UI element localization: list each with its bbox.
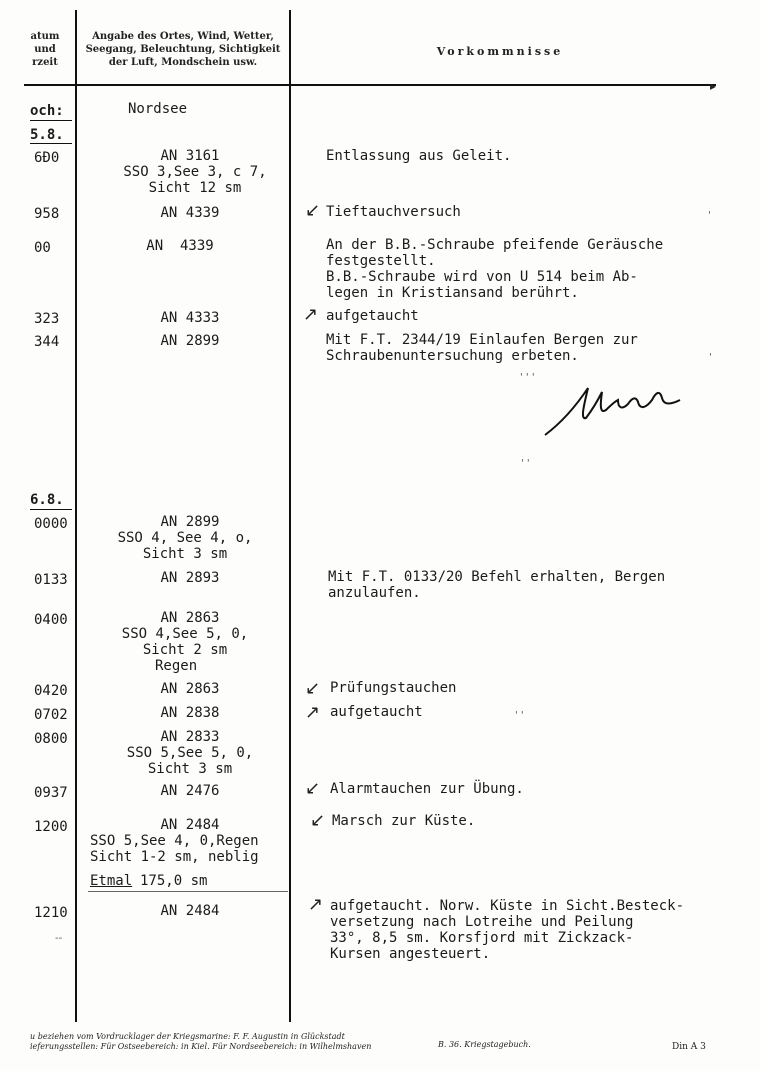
header-date-line-1: atum [30, 31, 60, 42]
header-date-column [24, 30, 66, 69]
position: AN 2899 [160, 333, 220, 349]
header-location-line-1: Angabe des Ortes, Wind, Wetter, [92, 31, 274, 42]
date-underline [30, 143, 72, 144]
entry-time: 1200 [34, 819, 68, 835]
footer-supplier [30, 1032, 371, 1052]
position: AN 4339 [160, 205, 220, 221]
entry-time: 958 [34, 206, 60, 222]
weather: SSO 5,See 4, 0,Regen [90, 833, 259, 849]
position: AN 4339 [146, 238, 214, 254]
header-date-line-3: rzeit [32, 57, 58, 68]
column-divider-2 [289, 10, 291, 1022]
event-text: Mit F.T. 2344/19 Einlaufen Bergen zur [326, 332, 638, 348]
event-text: legen in Kristiansand berührt. [326, 285, 579, 301]
position: AN 2833 [160, 729, 220, 745]
position: AN 2863 [160, 610, 220, 626]
position: AN 2476 [160, 783, 220, 799]
arrow-head-icon: ▸ [710, 79, 717, 93]
ink-speck: -- [55, 933, 63, 944]
surface-check-mark-icon: ↗ [305, 702, 321, 723]
date-label: och: [30, 103, 64, 119]
event-text: Marsch zur Küste. [332, 813, 476, 829]
header-location-line-2: Seegang, Beleuchtung, Sichtigkeit [85, 44, 281, 55]
position: AN 2893 [160, 570, 220, 586]
header-location-line-3: der Luft, Mondschein usw. [108, 57, 258, 68]
header-location-column [78, 30, 288, 69]
event-text: Tieftauchversuch [326, 204, 461, 220]
weather: SSO 4, See 4, o, [117, 530, 253, 546]
etmal-underline [88, 891, 288, 892]
ink-speck: ' [708, 210, 711, 221]
entry-time: 6Ð0 [34, 150, 60, 166]
column-divider-1 [75, 10, 77, 1022]
event-text: Prüfungstauchen [330, 680, 457, 696]
date-label: 5.8. [30, 127, 64, 143]
header-events-column: Vorkommnisse [436, 45, 564, 58]
event-text: Mit F.T. 0133/20 Befehl erhalten, Bergen [328, 569, 666, 585]
event-text: B.B.-Schraube wird von U 514 beim Ab- [326, 269, 638, 285]
signature-drawing [540, 380, 710, 440]
date-underline [30, 509, 72, 510]
ink-speck: ' ' [515, 710, 524, 721]
dive-check-mark-icon: ↙ [305, 200, 321, 221]
event-text: Entlassung aus Geleit. [326, 148, 512, 164]
weather: SSO 5,See 5, 0, [126, 745, 254, 761]
visibility: Sicht 2 sm [142, 642, 228, 658]
etmal-label: Etmal [90, 873, 133, 889]
visibility: Sicht 3 sm [147, 761, 233, 777]
event-text: anzulaufen. [328, 585, 421, 601]
entry-time: 323 [34, 311, 60, 327]
etmal-distance: 175,0 sm [140, 873, 208, 889]
position: AN 2863 [160, 681, 220, 697]
position: AN 2899 [160, 514, 220, 530]
visibility: Sicht 3 sm [142, 546, 228, 562]
position: AN 4333 [160, 310, 220, 326]
surface-check-mark-icon: ↗ [308, 894, 324, 915]
visibility: Sicht 12 sm [148, 180, 242, 196]
surface-check-mark-icon: ↗ [303, 304, 319, 325]
event-text: aufgetaucht. Norw. Küste in Sicht.Besteck- [330, 898, 685, 914]
event-text: aufgetaucht [326, 308, 419, 324]
dive-check-mark-icon: ↙ [305, 678, 321, 699]
entry-time: 00 [34, 240, 51, 256]
entry-time: 0702 [34, 707, 68, 723]
entry-time: 0400 [34, 612, 68, 628]
event-text: Kursen angesteuert. [330, 946, 491, 962]
sea-area: Nordsee [128, 101, 188, 117]
entry-time: 0800 [34, 731, 68, 747]
event-text: versetzung nach Lotreihe und Peilung [330, 914, 634, 930]
header-date-line-2: und [34, 44, 56, 55]
position: AN 3161 [160, 148, 220, 164]
ink-speck: ' ' [521, 458, 530, 469]
dive-check-mark-icon: ↙ [310, 810, 326, 831]
entry-time: 0133 [34, 572, 68, 588]
weather: SSO 3,See 3, c 7, [123, 164, 267, 180]
footer-supplier-line-2: ieferungsstellen: Für Ostseebereich: in Kiel. Für Nordseebereich: in Wilhelmshaven [30, 1042, 372, 1051]
event-text: 33°, 8,5 sm. Korsfjord mit Zickzack- [330, 930, 634, 946]
entry-time: 344 [34, 334, 60, 350]
entry-time: 1210 [34, 905, 68, 921]
entry-time: 0000 [34, 516, 68, 532]
date-underline [30, 120, 72, 121]
weather-note: Regen [155, 658, 198, 674]
date-label: 6.8. [30, 492, 64, 508]
ink-speck: ' ' ' [520, 372, 535, 383]
entry-time: 0420 [34, 683, 68, 699]
entry-time: 0937 [34, 785, 68, 801]
position: AN 2484 [160, 817, 220, 833]
ink-speck: ' [709, 352, 712, 363]
event-text: Alarmtauchen zur Übung. [330, 781, 524, 797]
position: AN 2838 [160, 705, 220, 721]
event-text: An der B.B.-Schraube pfeifende Geräusche [326, 237, 664, 253]
position: AN 2484 [160, 903, 220, 919]
dive-check-mark-icon: ↙ [305, 778, 321, 799]
commander-signature [540, 380, 710, 440]
weather: SSO 4,See 5, 0, [121, 626, 249, 642]
event-text: aufgetaucht [330, 704, 423, 720]
header-rule [24, 84, 716, 86]
event-text: festgestellt. [326, 253, 436, 269]
event-text: Schraubenuntersuchung erbeten. [326, 348, 579, 364]
footer-supplier-line-1: u beziehen vom Vordrucklager der Kriegsmarine: F. F. Augustin in Glückstadt [30, 1032, 345, 1041]
visibility: Sicht 1-2 sm, neblig [90, 849, 259, 865]
footer-paper-size: Din A 3 [672, 1042, 706, 1052]
footer-form-name: B. 36. Kriegstagebuch. [438, 1040, 531, 1049]
